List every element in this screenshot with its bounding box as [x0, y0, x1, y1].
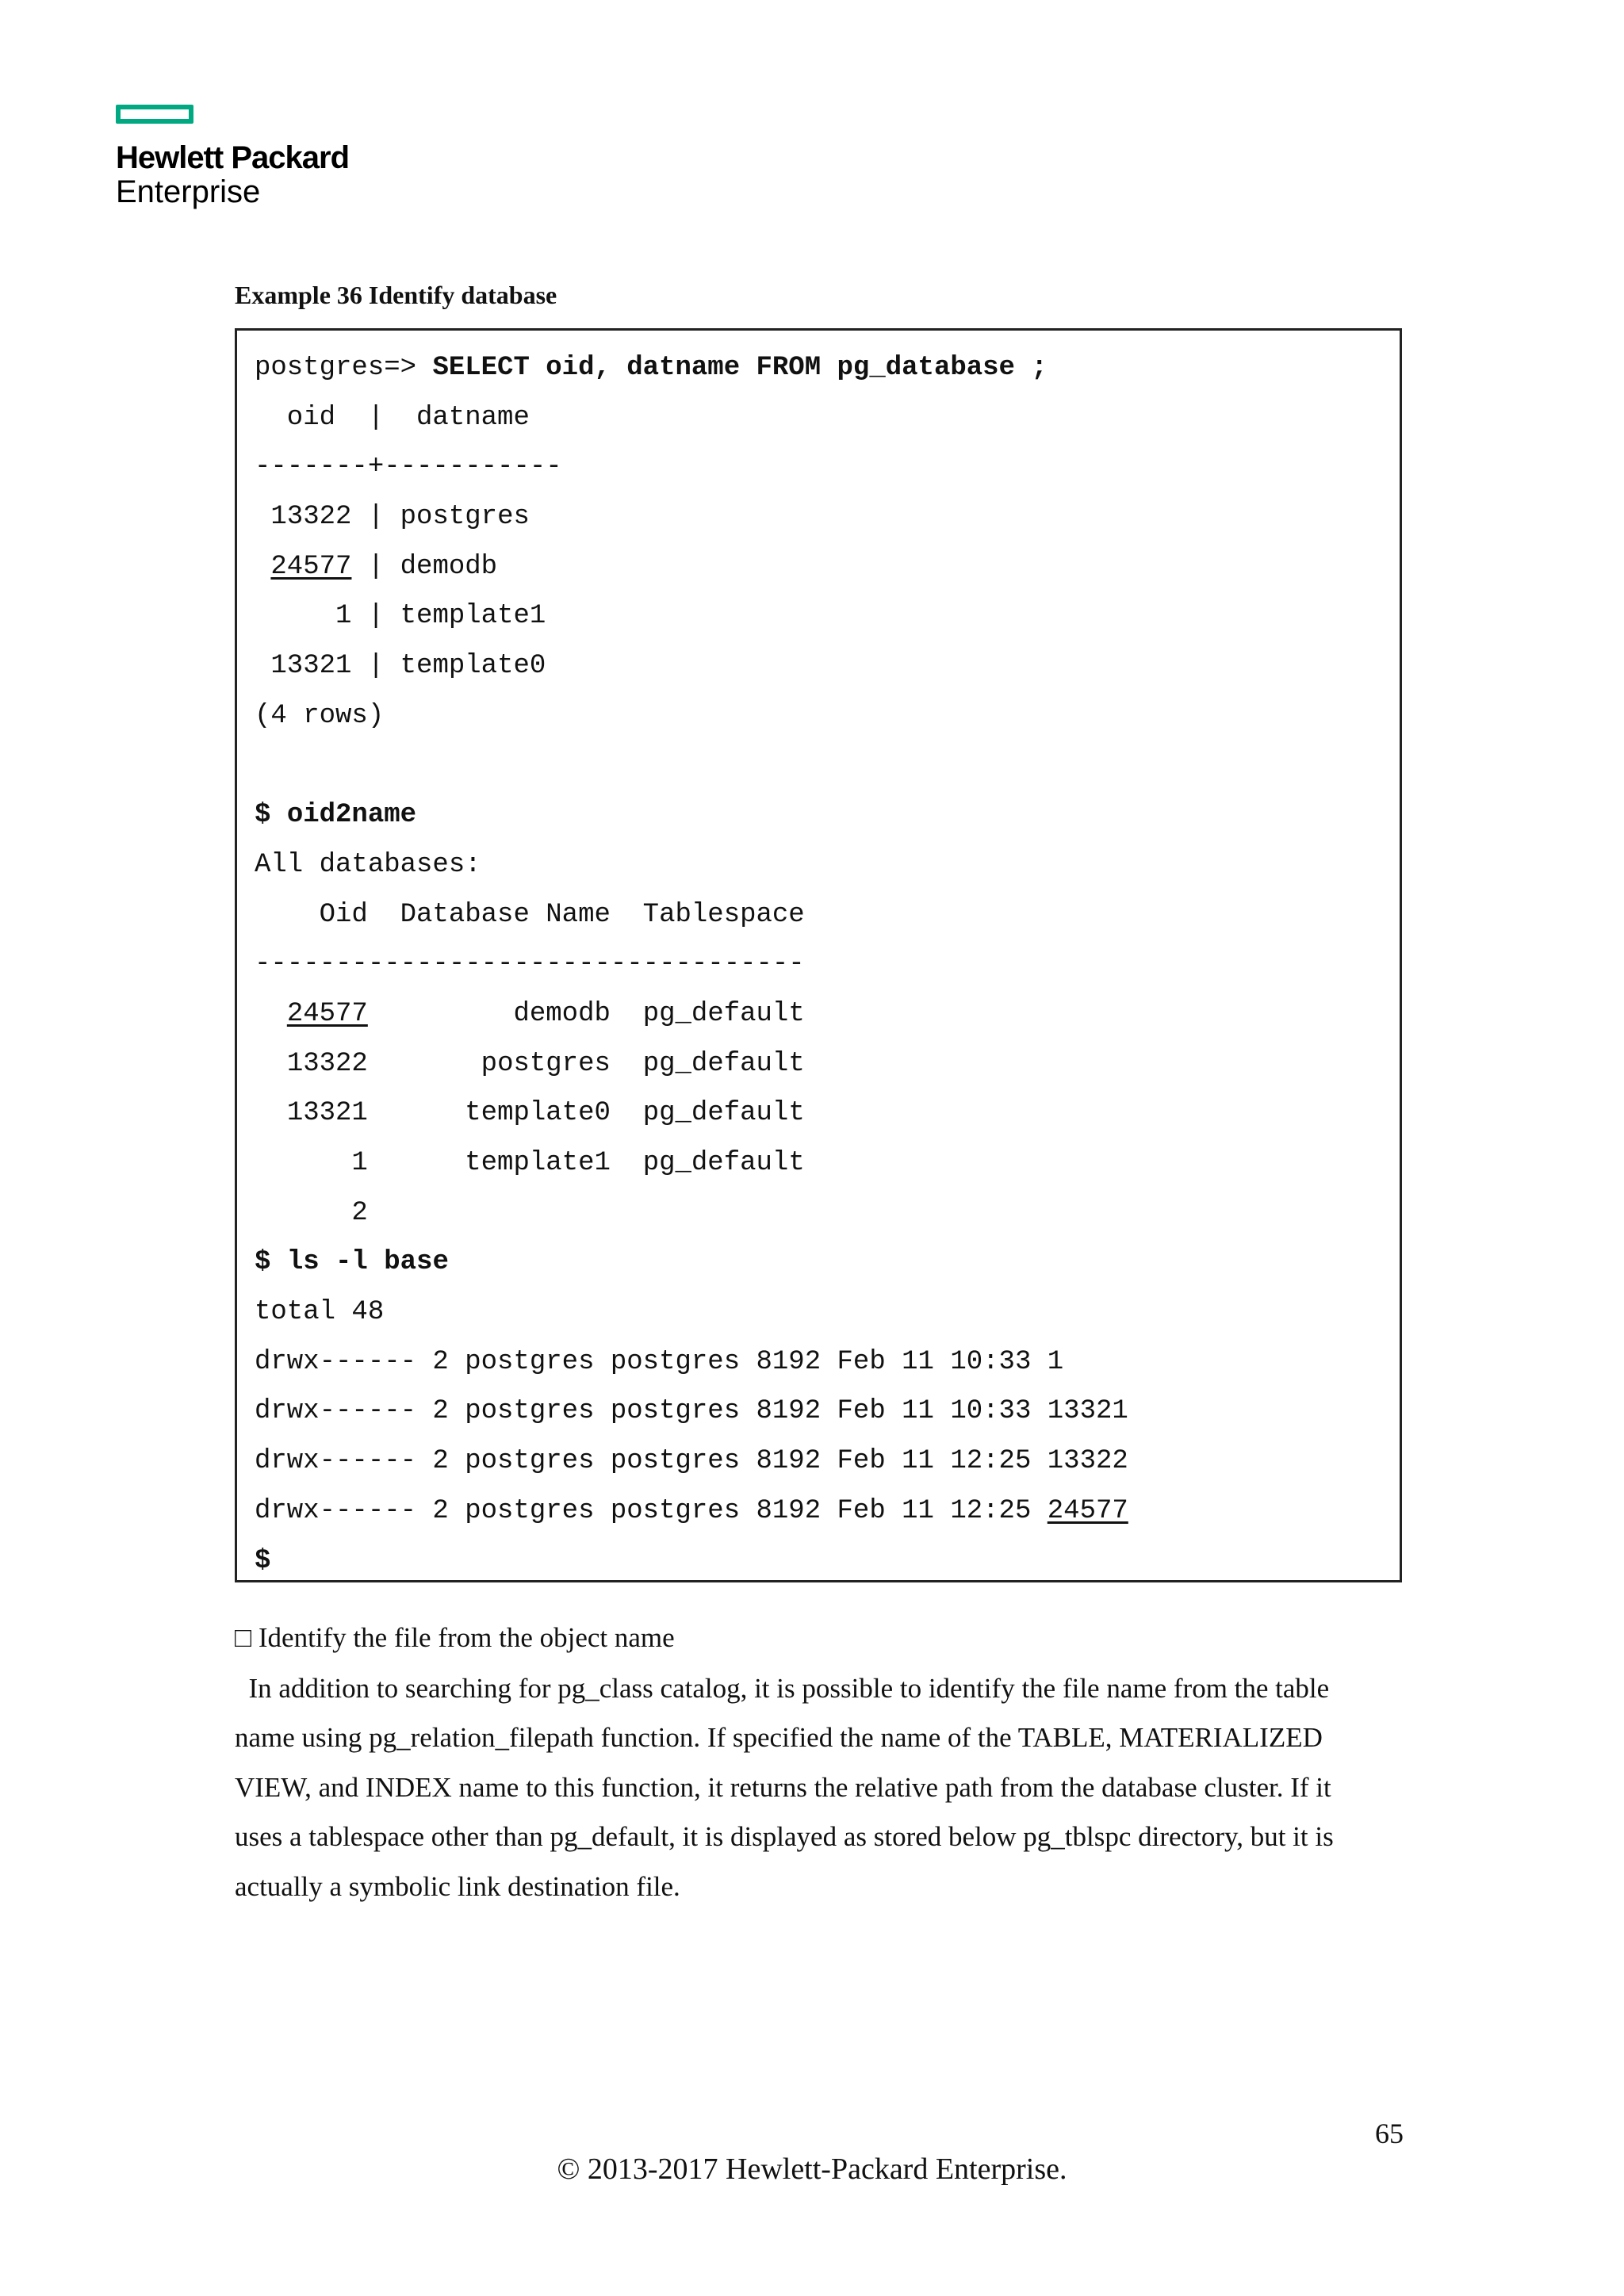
paragraph-line: name using pg_relation_filepath function. If specified the name of the TABLE, MATERIALIZED: [235, 1722, 1323, 1754]
row-separator: |: [351, 551, 400, 582]
row-tablespace: pg_default: [642, 1098, 805, 1129]
ls-row-dirname: 1: [1047, 1346, 1064, 1377]
oid2name-header: Oid Database Name Tablespace: [255, 899, 805, 930]
oid2name-row: [255, 1138, 1400, 1188]
ls-row: [255, 1487, 1400, 1536]
sql-query: SELECT oid, datname FROM pg_database ;: [432, 353, 1048, 383]
row-oid: 13321: [270, 651, 352, 682]
row-database-name: template0: [367, 1098, 643, 1129]
logo-text-line2: Enterprise: [116, 174, 261, 209]
row-oid: 24577: [286, 998, 368, 1029]
query-result-row: [255, 591, 1400, 641]
company-logo: [116, 105, 349, 209]
row-indent: [255, 651, 270, 681]
page-number: 65: [1375, 2118, 1404, 2149]
row-separator: |: [351, 651, 400, 682]
row-separator: |: [351, 502, 400, 533]
row-tablespace: pg_default: [642, 1148, 805, 1178]
row-tablespace: pg_default: [642, 1048, 805, 1079]
ls-row-info: drwx------ 2 postgres postgres 8192 Feb 11 12:25: [255, 1495, 1048, 1526]
row-datname: postgres: [400, 502, 530, 533]
all-databases-label: All databases:: [255, 849, 481, 880]
paragraph-line: In addition to searching for pg_class catalog, it is possible to identify the file name from the table: [235, 1673, 1330, 1704]
row-oid: 1: [351, 1148, 368, 1178]
ls-row-info: drwx------ 2 postgres postgres 8192 Feb 11 10:33: [255, 1396, 1048, 1427]
query-result-row: [255, 641, 1400, 691]
query-row-count: (4 rows): [255, 700, 385, 731]
row-datname: demodb: [400, 551, 498, 582]
oid2name-row: [255, 989, 1400, 1039]
row-indent: [255, 502, 270, 532]
psql-prompt: postgres=>: [255, 353, 433, 383]
row-separator: |: [351, 601, 400, 632]
code-block: [235, 328, 1402, 1582]
row-oid: 24577: [270, 551, 352, 582]
row-datname: template0: [400, 651, 546, 682]
row-oid: 13322: [286, 1048, 368, 1079]
oid2name-row: [255, 1188, 1400, 1238]
row-database-name: demodb: [367, 998, 643, 1029]
copyright-notice: © 2013-2017 Hewlett-Packard Enterprise.: [557, 2152, 1067, 2186]
example-caption: Example 36 Identify database: [235, 281, 557, 309]
paragraph-line: uses a tablespace other than pg_default, it is displayed as stored below pg_tblspc directory, but it is: [235, 1821, 1334, 1853]
ls-row: [255, 1337, 1400, 1387]
query-command-line: [255, 343, 1400, 393]
ls-total: total 48: [255, 1297, 385, 1328]
shell-prompt: $: [255, 800, 287, 831]
row-oid: 2: [351, 1197, 368, 1228]
row-oid: 1: [335, 601, 352, 632]
body-paragraph: [235, 1664, 1400, 1911]
row-database-name: template1: [367, 1148, 643, 1178]
row-oid: 13321: [286, 1098, 368, 1129]
row-indent: [255, 552, 270, 582]
oid2name-command-line: [255, 790, 1400, 840]
row-oid: 13322: [270, 502, 352, 533]
ls-row: [255, 1387, 1400, 1437]
row-indent: [255, 999, 287, 1029]
paragraph-line: VIEW, and INDEX name to this function, it returns the relative path from the database cluster. If it: [235, 1771, 1331, 1803]
row-indent: [255, 1198, 351, 1228]
ls-row-dirname: 24577: [1047, 1495, 1128, 1526]
row-indent: [255, 1049, 287, 1079]
ls-row-dirname: 13321: [1047, 1396, 1128, 1427]
logo-mark: [116, 105, 193, 124]
shell-prompt: $: [255, 1247, 287, 1278]
oid2name-row: [255, 1089, 1400, 1138]
ls-row: [255, 1437, 1400, 1487]
final-shell-prompt: $: [255, 1545, 271, 1576]
paragraph-line: actually a symbolic link destination file.: [235, 1870, 680, 1902]
query-result-row: [255, 542, 1400, 592]
blank-line: [255, 741, 1400, 791]
ls-command-line: [255, 1238, 1400, 1288]
ls-row-info: drwx------ 2 postgres postgres 8192 Feb 11 10:33: [255, 1346, 1048, 1377]
row-datname: template1: [400, 601, 546, 632]
query-result-header: oid | datname: [255, 402, 530, 433]
oid2name-separator: ----------------------------------: [255, 949, 805, 980]
query-result-row: [255, 492, 1400, 542]
oid2name-row: [255, 1039, 1400, 1089]
ls-row-dirname: 13322: [1047, 1446, 1128, 1477]
section-title: □ Identify the file from the object name: [235, 1622, 675, 1653]
logo-text-line1: Hewlett Packard: [116, 140, 350, 175]
oid2name-command: oid2name: [286, 800, 417, 831]
row-indent: [255, 1148, 351, 1178]
ls-row-info: drwx------ 2 postgres postgres 8192 Feb 11 12:25: [255, 1446, 1048, 1477]
row-indent: [255, 601, 335, 631]
row-indent: [255, 1098, 287, 1128]
row-database-name: postgres: [367, 1048, 643, 1079]
query-result-separator: -------+-----------: [255, 452, 562, 483]
row-tablespace: pg_default: [642, 998, 805, 1029]
ls-command: ls -l base: [286, 1247, 449, 1278]
